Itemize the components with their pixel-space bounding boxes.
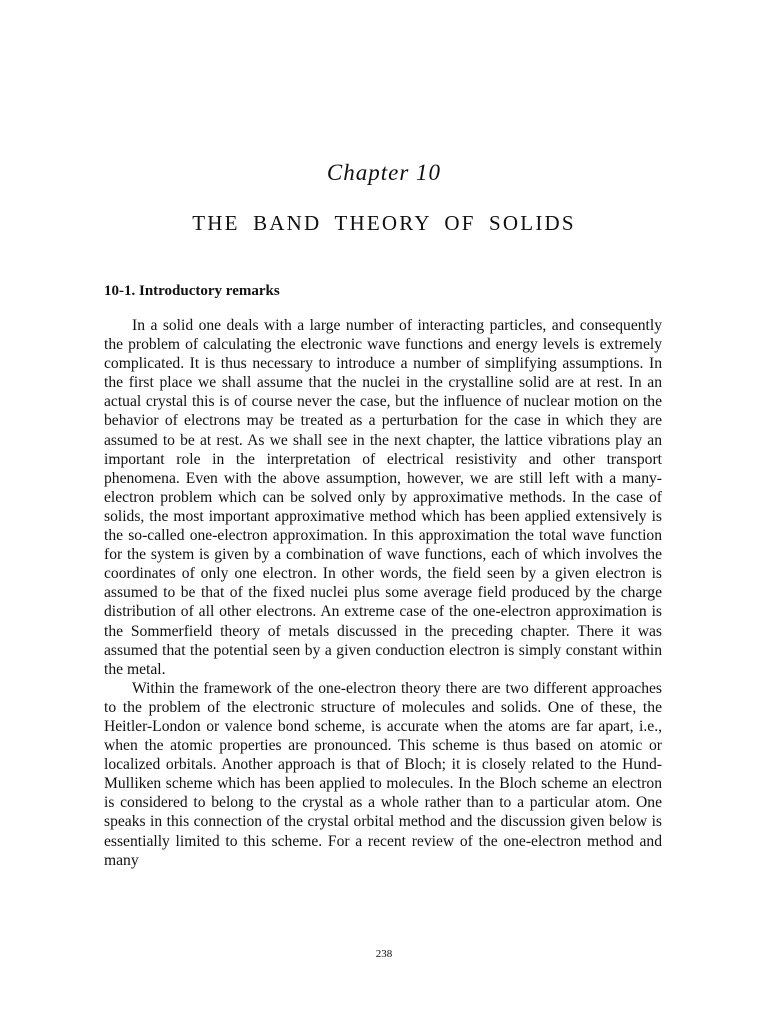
paragraph: Within the framework of the one-electron theory there are two different approaches to the problem of the electronic structure of molecules and solids. One of these, the Heitler-London or valence bond scheme, is accurate when the atoms are far apart, i.e., when the atomic properties are pronounced. This scheme is thus based on atomic or localized orbitals. Another approach is that of Bloch; it is closely related to the Hund-Mulliken scheme which has been applied to molecules. In the Bloch scheme an electron is considered to belong to the crystal as a whole rather than to a particular atom. One speaks in this connection of the crystal orbital method and the discussion given below is essentially limited to this scheme. For a recent review of the one-electron method and many [104, 679, 662, 869]
paragraph: In a solid one deals with a large number of interacting particles, and consequently the problem of calculating the electronic wave functions and energy levels is extremely complicated. It is thus necessary to introduce a number of simplifying assumptions. In the first place we shall assume that the nuclei in the crystalline solid are at rest. In an actual crystal this is of course never the case, but the influence of nuclear motion on the behavior of electrons may be treated as a perturbation for the case in which they are assumed to be at rest. As we shall see in the next chapter, the lattice vibrations play an important role in the interpretation of electrical resistivity and other transport phenomena. Even with the above assumption, however, we are still left with a many-electron problem which can be solved only by approximative methods. In the case of solids, the most important approximative method which has been applied extensively is the so-called one-electron approximation. In this approximation the total wave function for the system is given by a combination of wave functions, each of which involves the coordinates of only one electron. In other words, the field seen by a given electron is assumed to be that of the fixed nuclei plus some average field produced by the charge distribution of all other electrons. An extreme case of the one-electron approximation is the Sommerfield theory of metals discussed in the preceding chapter. There it was assumed that the potential seen by a given conduction electron is simply constant within the metal. [104, 317, 662, 678]
chapter-title: THE BAND THEORY OF SOLIDS [192, 211, 576, 235]
section-heading: 10-1. Introductory remarks [104, 283, 280, 299]
page-number: 238 [375, 948, 393, 960]
chapter-label: Chapter 10 [326, 160, 442, 185]
body-text [104, 316, 662, 870]
